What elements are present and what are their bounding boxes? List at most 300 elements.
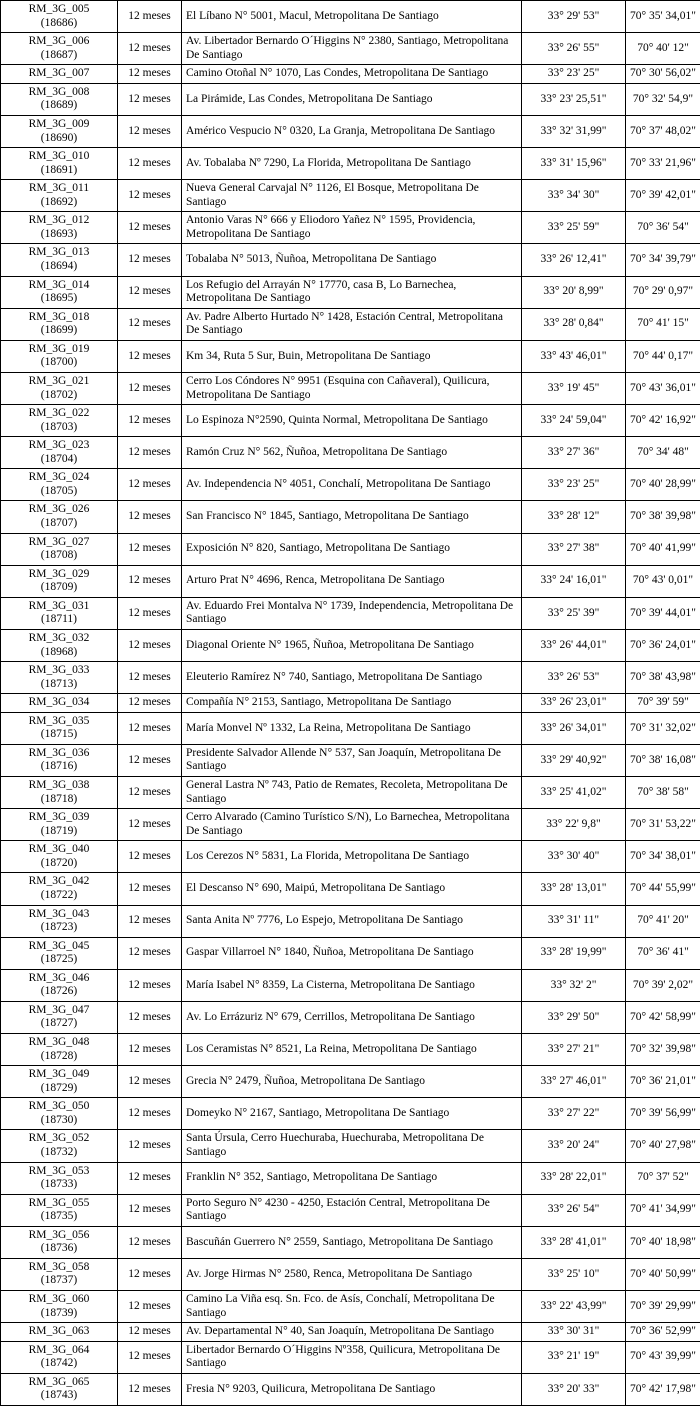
site-id: (18687) bbox=[4, 49, 114, 63]
duration-cell: 12 meses bbox=[118, 1194, 182, 1226]
duration-cell: 12 meses bbox=[118, 969, 182, 1001]
address-cell: Gaspar Villarroel N° 1840, Ñuñoa, Metropolitana De Santiago bbox=[182, 937, 522, 969]
table-row bbox=[1, 744, 700, 776]
duration-cell: 12 meses bbox=[118, 1341, 182, 1373]
latitude-cell: 33° 28' 12" bbox=[522, 501, 626, 533]
longitude-cell: 70° 40' 27,98" bbox=[626, 1130, 700, 1162]
latitude-cell: 33° 20' 24" bbox=[522, 1130, 626, 1162]
site-id: (18709) bbox=[4, 581, 114, 595]
site-code: RM_3G_012 bbox=[4, 214, 114, 228]
site-id: (18729) bbox=[4, 1082, 114, 1096]
latitude-cell: 33° 21' 19" bbox=[522, 1341, 626, 1373]
site-id: (18737) bbox=[4, 1274, 114, 1288]
latitude-cell: 33° 27' 21" bbox=[522, 1034, 626, 1066]
longitude-cell: 70° 43' 36,01" bbox=[626, 372, 700, 404]
duration-cell: 12 meses bbox=[118, 809, 182, 841]
address-cell: El Líbano N° 5001, Macul, Metropolitana De Santiago bbox=[182, 1, 522, 33]
table-row bbox=[1, 1226, 700, 1258]
duration-cell: 12 meses bbox=[118, 662, 182, 694]
address-cell: Lo Espinoza N°2590, Quinta Normal, Metropolitana De Santiago bbox=[182, 405, 522, 437]
address-cell: La Pirámide, Las Condes, Metropolitana De Santiago bbox=[182, 83, 522, 115]
site-id: (18695) bbox=[4, 292, 114, 306]
site-id: (18743) bbox=[4, 1389, 114, 1403]
site-code: RM_3G_055 bbox=[4, 1197, 114, 1211]
site-table-body bbox=[1, 1, 700, 1406]
table-row bbox=[1, 148, 700, 180]
site-code: RM_3G_060 bbox=[4, 1293, 114, 1307]
duration-cell: 12 meses bbox=[118, 115, 182, 147]
address-cell: Presidente Salvador Allende N° 537, San Joaquín, Metropolitana De Santiago bbox=[182, 744, 522, 776]
site-id: (18728) bbox=[4, 1050, 114, 1064]
latitude-cell: 33° 28' 13,01" bbox=[522, 873, 626, 905]
site-code-cell bbox=[1, 340, 118, 372]
latitude-cell: 33° 29' 53" bbox=[522, 1, 626, 33]
duration-cell: 12 meses bbox=[118, 937, 182, 969]
site-code: RM_3G_009 bbox=[4, 118, 114, 132]
longitude-cell: 70° 40' 50,99" bbox=[626, 1258, 700, 1290]
site-id: (18736) bbox=[4, 1242, 114, 1256]
longitude-cell: 70° 39' 59" bbox=[626, 694, 700, 713]
duration-cell: 12 meses bbox=[118, 276, 182, 308]
duration-cell: 12 meses bbox=[118, 841, 182, 873]
address-cell: Santa Anita Nº 7776, Lo Espejo, Metropolitana De Santiago bbox=[182, 905, 522, 937]
site-code: RM_3G_036 bbox=[4, 747, 114, 761]
address-cell: Libertador Bernardo O´Higgins Nº358, Quilicura, Metropolitana De Santiago bbox=[182, 1341, 522, 1373]
latitude-cell: 33° 25' 39" bbox=[522, 597, 626, 629]
site-id: (18739) bbox=[4, 1307, 114, 1321]
longitude-cell: 70° 35' 34,01" bbox=[626, 1, 700, 33]
site-code-cell bbox=[1, 469, 118, 501]
site-code: RM_3G_047 bbox=[4, 1004, 114, 1018]
duration-cell: 12 meses bbox=[118, 1162, 182, 1194]
longitude-cell: 70° 33' 21,96" bbox=[626, 148, 700, 180]
table-row bbox=[1, 212, 700, 244]
site-code-cell bbox=[1, 841, 118, 873]
table-row bbox=[1, 1034, 700, 1066]
longitude-cell: 70° 32' 39,98" bbox=[626, 1034, 700, 1066]
latitude-cell: 33° 27' 22" bbox=[522, 1098, 626, 1130]
longitude-cell: 70° 34' 48" bbox=[626, 437, 700, 469]
duration-cell: 12 meses bbox=[118, 372, 182, 404]
site-code-cell bbox=[1, 83, 118, 115]
site-code-cell bbox=[1, 1258, 118, 1290]
site-code: RM_3G_031 bbox=[4, 600, 114, 614]
site-code: RM_3G_038 bbox=[4, 779, 114, 793]
latitude-cell: 33° 32' 31,99" bbox=[522, 115, 626, 147]
site-code-cell bbox=[1, 1, 118, 33]
duration-cell: 12 meses bbox=[118, 597, 182, 629]
site-code-cell bbox=[1, 148, 118, 180]
duration-cell: 12 meses bbox=[118, 1066, 182, 1098]
site-id: (18703) bbox=[4, 421, 114, 435]
table-row bbox=[1, 372, 700, 404]
site-code-cell bbox=[1, 694, 118, 713]
latitude-cell: 33° 22' 43,99" bbox=[522, 1291, 626, 1323]
site-code-cell bbox=[1, 1291, 118, 1323]
latitude-cell: 33° 30' 40" bbox=[522, 841, 626, 873]
site-code: RM_3G_013 bbox=[4, 246, 114, 260]
site-code-cell bbox=[1, 1001, 118, 1033]
duration-cell: 12 meses bbox=[118, 873, 182, 905]
site-code: RM_3G_033 bbox=[4, 664, 114, 678]
longitude-cell: 70° 36' 24,01" bbox=[626, 629, 700, 661]
site-code: RM_3G_027 bbox=[4, 536, 114, 550]
site-id: (18705) bbox=[4, 485, 114, 499]
longitude-cell: 70° 44' 55,99" bbox=[626, 873, 700, 905]
address-cell: San Francisco N° 1845, Santiago, Metropolitana De Santiago bbox=[182, 501, 522, 533]
site-code-cell bbox=[1, 565, 118, 597]
duration-cell: 12 meses bbox=[118, 1373, 182, 1405]
site-id: (18699) bbox=[4, 324, 114, 338]
table-row bbox=[1, 437, 700, 469]
site-code-cell bbox=[1, 1341, 118, 1373]
latitude-cell: 33° 32' 2" bbox=[522, 969, 626, 1001]
longitude-cell: 70° 42' 58,99" bbox=[626, 1001, 700, 1033]
table-row bbox=[1, 597, 700, 629]
site-id: (18722) bbox=[4, 889, 114, 903]
table-row bbox=[1, 1162, 700, 1194]
site-id: (18700) bbox=[4, 356, 114, 370]
site-code-cell bbox=[1, 180, 118, 212]
table-row bbox=[1, 33, 700, 65]
duration-cell: 12 meses bbox=[118, 212, 182, 244]
site-code-cell bbox=[1, 1373, 118, 1405]
duration-cell: 12 meses bbox=[118, 1130, 182, 1162]
address-cell: Km 34, Ruta 5 Sur, Buin, Metropolitana De Santiago bbox=[182, 340, 522, 372]
table-row bbox=[1, 1001, 700, 1033]
table-row bbox=[1, 405, 700, 437]
duration-cell: 12 meses bbox=[118, 744, 182, 776]
table-row bbox=[1, 629, 700, 661]
site-code-cell bbox=[1, 1066, 118, 1098]
table-row bbox=[1, 1373, 700, 1405]
latitude-cell: 33° 28' 41,01" bbox=[522, 1226, 626, 1258]
table-row bbox=[1, 809, 700, 841]
latitude-cell: 33° 23' 25" bbox=[522, 469, 626, 501]
site-code: RM_3G_039 bbox=[4, 811, 114, 825]
table-row bbox=[1, 565, 700, 597]
latitude-cell: 33° 20' 33" bbox=[522, 1373, 626, 1405]
site-code-cell bbox=[1, 969, 118, 1001]
site-id: (18727) bbox=[4, 1017, 114, 1031]
longitude-cell: 70° 40' 28,99" bbox=[626, 469, 700, 501]
site-id: (18690) bbox=[4, 132, 114, 146]
duration-cell: 12 meses bbox=[118, 694, 182, 713]
site-code: RM_3G_046 bbox=[4, 972, 114, 986]
site-id: (18720) bbox=[4, 857, 114, 871]
latitude-cell: 33° 26' 55" bbox=[522, 33, 626, 65]
longitude-cell: 70° 37' 52" bbox=[626, 1162, 700, 1194]
longitude-cell: 70° 31' 32,02" bbox=[626, 712, 700, 744]
site-code-cell bbox=[1, 1194, 118, 1226]
longitude-cell: 70° 30' 56,02" bbox=[626, 65, 700, 84]
duration-cell: 12 meses bbox=[118, 565, 182, 597]
latitude-cell: 33° 27' 38" bbox=[522, 533, 626, 565]
site-code: RM_3G_048 bbox=[4, 1036, 114, 1050]
address-cell: María Monvel Nº 1332, La Reina, Metropolitana De Santiago bbox=[182, 712, 522, 744]
site-id: (18730) bbox=[4, 1114, 114, 1128]
site-code: RM_3G_032 bbox=[4, 632, 114, 646]
latitude-cell: 33° 25' 41,02" bbox=[522, 777, 626, 809]
table-row bbox=[1, 1323, 700, 1342]
address-cell: Porto Seguro N° 4230 - 4250, Estación Central, Metropolitana De Santiago bbox=[182, 1194, 522, 1226]
table-row bbox=[1, 873, 700, 905]
duration-cell: 12 meses bbox=[118, 308, 182, 340]
site-code-cell bbox=[1, 712, 118, 744]
site-code-cell bbox=[1, 597, 118, 629]
longitude-cell: 70° 32' 54,9" bbox=[626, 83, 700, 115]
table-row bbox=[1, 180, 700, 212]
site-code: RM_3G_040 bbox=[4, 843, 114, 857]
site-code-cell bbox=[1, 405, 118, 437]
latitude-cell: 33° 28' 0,84" bbox=[522, 308, 626, 340]
site-code: RM_3G_007 bbox=[4, 67, 114, 81]
site-code: RM_3G_052 bbox=[4, 1132, 114, 1146]
longitude-cell: 70° 29' 0,97" bbox=[626, 276, 700, 308]
table-row bbox=[1, 969, 700, 1001]
longitude-cell: 70° 43' 39,99" bbox=[626, 1341, 700, 1373]
address-cell: Av. Jorge Hirmas N° 2580, Renca, Metropolitana De Santiago bbox=[182, 1258, 522, 1290]
address-cell: Exposición N° 820, Santiago, Metropolitana De Santiago bbox=[182, 533, 522, 565]
site-code-cell bbox=[1, 809, 118, 841]
address-cell: Eleuterio Ramírez N° 740, Santiago, Metropolitana De Santiago bbox=[182, 662, 522, 694]
address-cell: Domeyko N° 2167, Santiago, Metropolitana De Santiago bbox=[182, 1098, 522, 1130]
address-cell: Av. Tobalaba Nº 7290, La Florida, Metropolitana De Santiago bbox=[182, 148, 522, 180]
duration-cell: 12 meses bbox=[118, 83, 182, 115]
table-row bbox=[1, 308, 700, 340]
latitude-cell: 33° 23' 25" bbox=[522, 65, 626, 84]
table-row bbox=[1, 905, 700, 937]
table-row bbox=[1, 1291, 700, 1323]
latitude-cell: 33° 28' 19,99" bbox=[522, 937, 626, 969]
longitude-cell: 70° 34' 39,79" bbox=[626, 244, 700, 276]
latitude-cell: 33° 19' 45" bbox=[522, 372, 626, 404]
latitude-cell: 33° 26' 23,01" bbox=[522, 694, 626, 713]
site-id: (18715) bbox=[4, 728, 114, 742]
site-code: RM_3G_034 bbox=[4, 696, 114, 710]
site-id: (18742) bbox=[4, 1357, 114, 1371]
site-code-cell bbox=[1, 937, 118, 969]
latitude-cell: 33° 25' 10" bbox=[522, 1258, 626, 1290]
site-code: RM_3G_056 bbox=[4, 1229, 114, 1243]
site-code: RM_3G_026 bbox=[4, 503, 114, 517]
duration-cell: 12 meses bbox=[118, 905, 182, 937]
table-row bbox=[1, 83, 700, 115]
site-id: (18689) bbox=[4, 99, 114, 113]
table-row bbox=[1, 1194, 700, 1226]
duration-cell: 12 meses bbox=[118, 33, 182, 65]
site-code: RM_3G_050 bbox=[4, 1100, 114, 1114]
site-code-cell bbox=[1, 437, 118, 469]
duration-cell: 12 meses bbox=[118, 629, 182, 661]
table-row bbox=[1, 244, 700, 276]
site-code: RM_3G_065 bbox=[4, 1376, 114, 1390]
longitude-cell: 70° 36' 52,99" bbox=[626, 1323, 700, 1342]
site-code: RM_3G_011 bbox=[4, 182, 114, 196]
address-cell: Bascuñán Guerrero N° 2559, Santiago, Metropolitana De Santiago bbox=[182, 1226, 522, 1258]
longitude-cell: 70° 40' 18,98" bbox=[626, 1226, 700, 1258]
address-cell: Av. Independencia N° 4051, Conchalí, Metropolitana De Santiago bbox=[182, 469, 522, 501]
site-code: RM_3G_045 bbox=[4, 940, 114, 954]
address-cell: El Descanso N° 690, Maipú, Metropolitana De Santiago bbox=[182, 873, 522, 905]
longitude-cell: 70° 38' 43,98" bbox=[626, 662, 700, 694]
longitude-cell: 70° 39' 29,99" bbox=[626, 1291, 700, 1323]
table-row bbox=[1, 1341, 700, 1373]
address-cell: Franklin N° 352, Santiago, Metropolitana De Santiago bbox=[182, 1162, 522, 1194]
longitude-cell: 70° 38' 16,08" bbox=[626, 744, 700, 776]
longitude-cell: 70° 39' 56,99" bbox=[626, 1098, 700, 1130]
duration-cell: 12 meses bbox=[118, 340, 182, 372]
latitude-cell: 33° 24' 16,01" bbox=[522, 565, 626, 597]
table-row bbox=[1, 501, 700, 533]
duration-cell: 12 meses bbox=[118, 533, 182, 565]
address-cell: María Isabel N° 8359, La Cisterna, Metropolitana De Santiago bbox=[182, 969, 522, 1001]
duration-cell: 12 meses bbox=[118, 1001, 182, 1033]
latitude-cell: 33° 26' 12,41" bbox=[522, 244, 626, 276]
latitude-cell: 33° 29' 40,92" bbox=[522, 744, 626, 776]
address-cell: Av. Lo Errázuriz N° 679, Cerrillos, Metropolitana De Santiago bbox=[182, 1001, 522, 1033]
latitude-cell: 33° 20' 8,99" bbox=[522, 276, 626, 308]
latitude-cell: 33° 43' 46,01" bbox=[522, 340, 626, 372]
address-cell: Grecia N° 2479, Ñuñoa, Metropolitana De Santiago bbox=[182, 1066, 522, 1098]
latitude-cell: 33° 30' 31" bbox=[522, 1323, 626, 1342]
duration-cell: 12 meses bbox=[118, 1258, 182, 1290]
site-code-cell bbox=[1, 308, 118, 340]
site-id: (18702) bbox=[4, 389, 114, 403]
latitude-cell: 33° 28' 22,01" bbox=[522, 1162, 626, 1194]
longitude-cell: 70° 41' 20" bbox=[626, 905, 700, 937]
site-id: (18707) bbox=[4, 517, 114, 531]
longitude-cell: 70° 42' 17,98" bbox=[626, 1373, 700, 1405]
address-cell: Av. Libertador Bernardo O´Higgins N° 2380, Santiago, Metropolitana De Santiago bbox=[182, 33, 522, 65]
longitude-cell: 70° 39' 44,01" bbox=[626, 597, 700, 629]
site-id: (18732) bbox=[4, 1146, 114, 1160]
site-code: RM_3G_042 bbox=[4, 875, 114, 889]
duration-cell: 12 meses bbox=[118, 712, 182, 744]
site-code-cell bbox=[1, 501, 118, 533]
table-row bbox=[1, 1098, 700, 1130]
duration-cell: 12 meses bbox=[118, 1098, 182, 1130]
table-row bbox=[1, 1066, 700, 1098]
site-code-cell bbox=[1, 777, 118, 809]
site-id: (18691) bbox=[4, 164, 114, 178]
latitude-cell: 33° 29' 50" bbox=[522, 1001, 626, 1033]
latitude-cell: 33° 26' 54" bbox=[522, 1194, 626, 1226]
site-id: (18708) bbox=[4, 549, 114, 563]
site-code-cell bbox=[1, 533, 118, 565]
table-row bbox=[1, 1, 700, 33]
latitude-cell: 33° 27' 46,01" bbox=[522, 1066, 626, 1098]
table-row bbox=[1, 65, 700, 84]
address-cell: Arturo Prat N° 4696, Renca, Metropolitana De Santiago bbox=[182, 565, 522, 597]
duration-cell: 12 meses bbox=[118, 777, 182, 809]
site-id: (18711) bbox=[4, 613, 114, 627]
site-code: RM_3G_010 bbox=[4, 150, 114, 164]
site-code: RM_3G_058 bbox=[4, 1261, 114, 1275]
site-code: RM_3G_029 bbox=[4, 568, 114, 582]
duration-cell: 12 meses bbox=[118, 469, 182, 501]
site-code-cell bbox=[1, 1130, 118, 1162]
site-code-cell bbox=[1, 1098, 118, 1130]
longitude-cell: 70° 39' 42,01" bbox=[626, 180, 700, 212]
address-cell: Antonio Varas N° 666 y Eliodoro Yañez N° 1595, Providencia, Metropolitana De Santiago bbox=[182, 212, 522, 244]
site-id: (18686) bbox=[4, 17, 114, 31]
address-cell: Av. Padre Alberto Hurtado N° 1428, Estación Central, Metropolitana De Santiago bbox=[182, 308, 522, 340]
site-id: (18723) bbox=[4, 921, 114, 935]
duration-cell: 12 meses bbox=[118, 501, 182, 533]
address-cell: Nueva General Carvajal N° 1126, El Bosque, Metropolitana De Santiago bbox=[182, 180, 522, 212]
site-code: RM_3G_008 bbox=[4, 86, 114, 100]
site-code: RM_3G_018 bbox=[4, 311, 114, 325]
address-cell: Av. Eduardo Frei Montalva N° 1739, Independencia, Metropolitana De Santiago bbox=[182, 597, 522, 629]
site-id: (18733) bbox=[4, 1178, 114, 1192]
site-code-cell bbox=[1, 372, 118, 404]
longitude-cell: 70° 38' 39,98" bbox=[626, 501, 700, 533]
longitude-cell: 70° 39' 2,02" bbox=[626, 969, 700, 1001]
latitude-cell: 33° 31' 11" bbox=[522, 905, 626, 937]
table-row bbox=[1, 712, 700, 744]
site-code-cell bbox=[1, 244, 118, 276]
address-cell: Cerro Alvarado (Camino Turístico S/N), Lo Barnechea, Metropolitana De Santiago bbox=[182, 809, 522, 841]
address-cell: Los Refugio del Arrayán N° 17770, casa B, Lo Barnechea, Metropolitana De Santiago bbox=[182, 276, 522, 308]
table-row bbox=[1, 1258, 700, 1290]
table-row bbox=[1, 115, 700, 147]
latitude-cell: 33° 26' 53" bbox=[522, 662, 626, 694]
longitude-cell: 70° 36' 21,01" bbox=[626, 1066, 700, 1098]
latitude-cell: 33° 27' 36" bbox=[522, 437, 626, 469]
longitude-cell: 70° 40' 12" bbox=[626, 33, 700, 65]
site-code-cell bbox=[1, 905, 118, 937]
site-id: (18968) bbox=[4, 646, 114, 660]
site-id: (18694) bbox=[4, 260, 114, 274]
latitude-cell: 33° 26' 44,01" bbox=[522, 629, 626, 661]
site-code: RM_3G_064 bbox=[4, 1344, 114, 1358]
site-code-cell bbox=[1, 744, 118, 776]
address-cell: Compañía N° 2153, Santiago, Metropolitana De Santiago bbox=[182, 694, 522, 713]
site-code: RM_3G_024 bbox=[4, 471, 114, 485]
duration-cell: 12 meses bbox=[118, 1034, 182, 1066]
site-code: RM_3G_014 bbox=[4, 279, 114, 293]
address-cell: Fresia N° 9203, Quilicura, Metropolitana De Santiago bbox=[182, 1373, 522, 1405]
longitude-cell: 70° 38' 58" bbox=[626, 777, 700, 809]
duration-cell: 12 meses bbox=[118, 405, 182, 437]
longitude-cell: 70° 44' 0,17" bbox=[626, 340, 700, 372]
table-row bbox=[1, 1130, 700, 1162]
site-code: RM_3G_005 bbox=[4, 3, 114, 17]
latitude-cell: 33° 24' 59,04" bbox=[522, 405, 626, 437]
latitude-cell: 33° 31' 15,96" bbox=[522, 148, 626, 180]
site-code: RM_3G_006 bbox=[4, 35, 114, 49]
latitude-cell: 33° 26' 34,01" bbox=[522, 712, 626, 744]
site-code-cell bbox=[1, 1162, 118, 1194]
duration-cell: 12 meses bbox=[118, 1226, 182, 1258]
site-code: RM_3G_049 bbox=[4, 1068, 114, 1082]
site-code: RM_3G_043 bbox=[4, 908, 114, 922]
table-row bbox=[1, 469, 700, 501]
address-cell: Cerro Los Cóndores N° 9951 (Esquina con Cañaveral), Quilicura, Metropolitana De Santiago bbox=[182, 372, 522, 404]
site-id: (18692) bbox=[4, 196, 114, 210]
site-code: RM_3G_063 bbox=[4, 1325, 114, 1339]
latitude-cell: 33° 34' 30" bbox=[522, 180, 626, 212]
site-code-cell bbox=[1, 662, 118, 694]
site-id: (18713) bbox=[4, 678, 114, 692]
address-cell: Camino Otoñal N° 1070, Las Condes, Metropolitana De Santiago bbox=[182, 65, 522, 84]
site-id: (18704) bbox=[4, 453, 114, 467]
site-code-cell bbox=[1, 1034, 118, 1066]
duration-cell: 12 meses bbox=[118, 148, 182, 180]
table-row bbox=[1, 662, 700, 694]
site-id: (18716) bbox=[4, 760, 114, 774]
